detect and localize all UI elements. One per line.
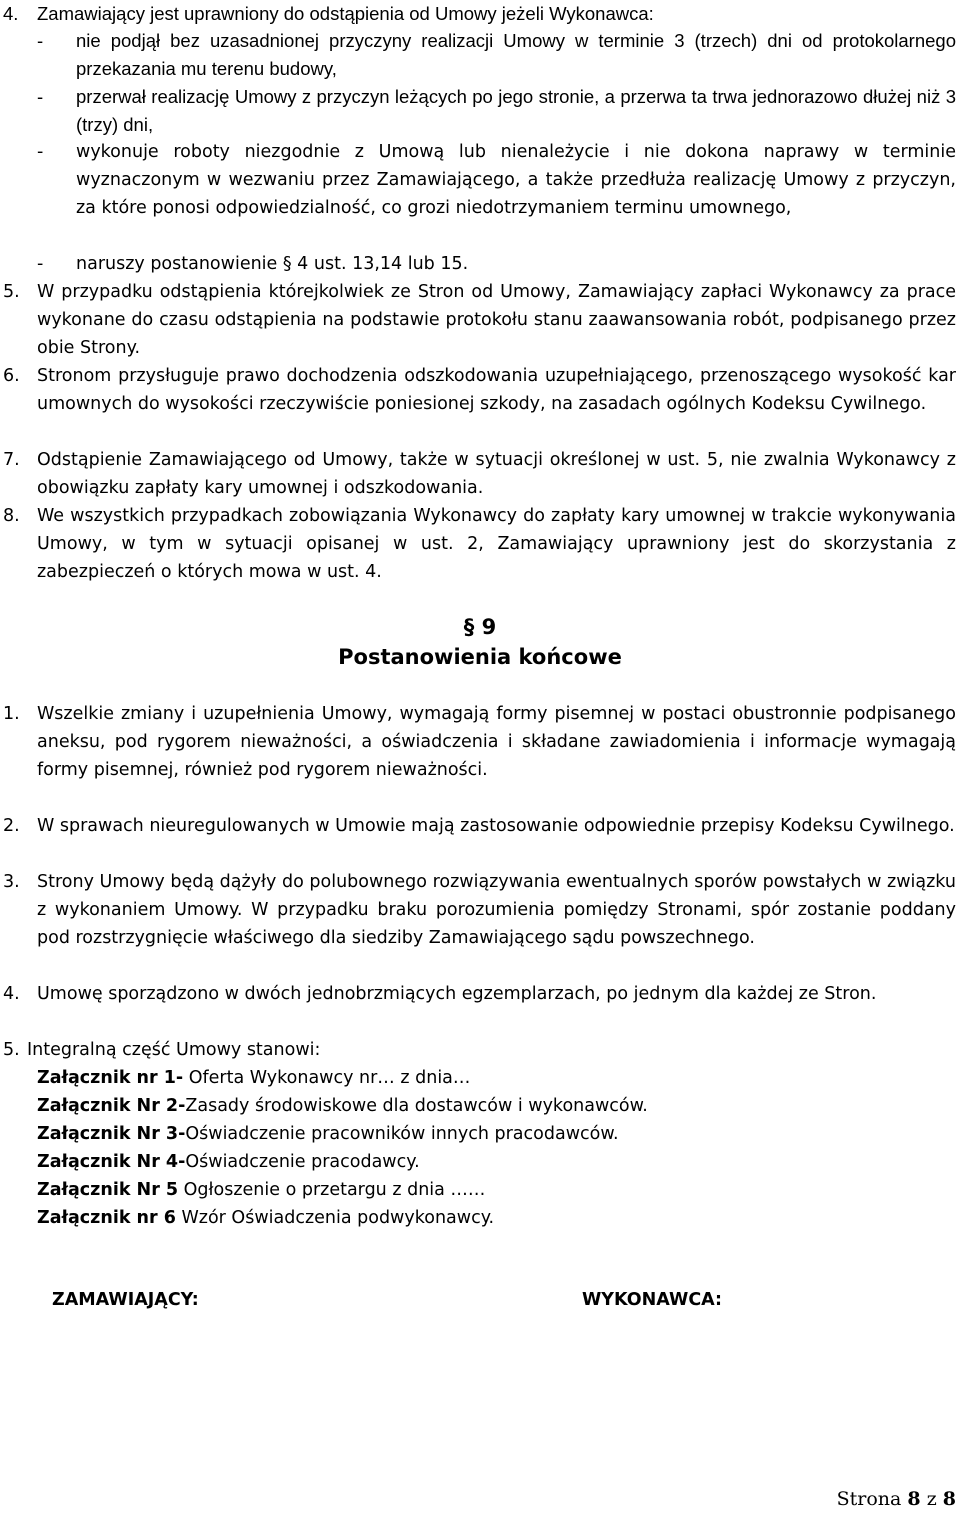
attachment-text: Oferta Wykonawcy nr… z dnia…: [183, 1068, 471, 1088]
list-item: naruszy postanowienie § 4 ust. 13,14 lub 15.: [76, 254, 469, 274]
attachment-label: Załącznik Nr 3-: [37, 1124, 186, 1144]
paragraph-number: 7.: [3, 450, 20, 470]
attachment-label: Załącznik Nr 4-: [37, 1152, 186, 1172]
list-dash: -: [37, 142, 44, 162]
list-dash: -: [37, 254, 44, 274]
paragraph-number: 6.: [3, 366, 20, 386]
footer-page: 8: [907, 1488, 921, 1510]
attachment-item: [37, 1092, 648, 1120]
paragraph-number: 1.: [3, 704, 20, 724]
attachment-item: [37, 1064, 470, 1092]
attachment-label: Załącznik nr 1-: [37, 1068, 184, 1088]
section-title: Postanowienia końcowe: [338, 645, 622, 669]
signature-label-left: ZAMAWIAJĄCY:: [52, 1290, 199, 1310]
attachment-text: Wzór Oświadczenia podwykonawcy.: [175, 1208, 495, 1228]
attachment-label: Załącznik nr 6: [37, 1208, 176, 1228]
paragraph-text: Umowę sporządzono w dwóch jednobrzmiących egzemplarzach, po jednym dla każdej ze Stron.: [37, 984, 877, 1004]
section-number: § 9: [463, 615, 497, 639]
attachment-text: Oświadczenie pracowników innych pracodawców.: [185, 1124, 619, 1144]
paragraph-text: Wszelkie zmiany i uzupełnienia Umowy, wymagają formy pisemnej w postaci obustronnie podpisanego aneksu, pod rygorem nieważności, a oświadczenia i składane zawiadomienia i informacje wymagają formy pisemnej, również pod rygorem nieważności.: [37, 704, 956, 780]
paragraph-text: Integralną część Umowy stanowi:: [27, 1040, 321, 1060]
paragraph-text: W sprawach nieuregulowanych w Umowie mają zastosowanie odpowiednie przepisy Kodeksu Cywilnego.: [37, 816, 955, 836]
paragraph-number: 5.: [3, 282, 20, 302]
attachment-text: Oświadczenie pracodawcy.: [185, 1152, 420, 1172]
paragraph-intro: Zamawiający jest uprawniony do odstąpienia od Umowy jeżeli Wykonawca:: [37, 3, 654, 24]
list-item: przerwał realizację Umowy z przyczyn leżących po jego stronie, a przerwa ta trwa jednorazowo dłużej niż 3 (trzy) dni,: [76, 86, 956, 135]
paragraph-number: 2.: [3, 816, 20, 836]
attachment-item: [37, 1148, 420, 1176]
attachment-text: Ogłoszenie o przetargu z dnia ……: [178, 1180, 486, 1200]
paragraph-text: Stronom przysługuje prawo dochodzenia odszkodowania uzupełniającego, przenoszącego wysokość kar umownych do wysokości rzeczywiście poniesionej szkody, na zasadach ogólnych Kodeksu Cywilnego.: [37, 366, 956, 414]
attachment-item: [37, 1176, 485, 1204]
attachment-label: Załącznik Nr 5: [37, 1180, 179, 1200]
list-item: wykonuje roboty niezgodnie z Umową lub nienależycie i nie dokona naprawy w terminie wyznaczonym w wezwaniu przez Zamawiającego, a także przedłuża realizację Umowy z przyczyn, za które ponosi odpowiedzialność, co grozi niedotrzymaniem terminu umownego,: [76, 142, 956, 218]
paragraph-number: 3.: [3, 872, 20, 892]
paragraph-number: 5.: [3, 1040, 20, 1060]
attachment-item: [37, 1120, 619, 1148]
list-dash: -: [37, 86, 44, 107]
attachment-text: Zasady środowiskowe dla dostawców i wykonawców.: [185, 1096, 648, 1116]
paragraph-text: W przypadku odstąpienia którejkolwiek ze Stron od Umowy, Zamawiający zapłaci Wykonawcy za prace wykonane do czasu odstąpienia na podstawie protokołu stanu zaawansowania robót, podpisanego przez obie Strony.: [37, 282, 956, 358]
attachment-item: [37, 1204, 494, 1232]
footer-word: Strona: [836, 1488, 902, 1510]
paragraph-number: 8.: [3, 506, 20, 526]
paragraph-text: We wszystkich przypadkach zobowiązania Wykonawcy do zapłaty kary umownej w trakcie wykonywania Umowy, w tym w sytuacji opisanej w ust. 2, Zamawiający uprawniony jest do skorzystania z zabezpieczeń o których mowa w ust. 4.: [37, 506, 956, 582]
list-dash: -: [37, 30, 44, 51]
page-footer: [837, 1488, 956, 1510]
attachment-label: Załącznik Nr 2-: [37, 1096, 186, 1116]
footer-of: z: [926, 1488, 937, 1510]
paragraph-text: Odstąpienie Zamawiającego od Umowy, także w sytuacji określonej w ust. 5, nie zwalnia Wykonawcy z obowiązku zapłaty kary umownej i odszkodowania.: [37, 450, 956, 498]
signature-label-right: WYKONAWCA:: [582, 1290, 723, 1310]
paragraph-number: 4.: [3, 3, 19, 24]
list-item: nie podjął bez uzasadnionej przyczyny realizacji Umowy w terminie 3 (trzech) dni od protokolarnego przekazania mu terenu budowy,: [76, 30, 956, 79]
paragraph-number: 4.: [3, 984, 20, 1004]
paragraph-text: Strony Umowy będą dążyły do polubownego rozwiązywania ewentualnych sporów powstałych w związku z wykonaniem Umowy. W przypadku braku porozumienia pomiędzy Stronami, spór zostanie poddany pod rozstrzygnięcie właściwego dla siedziby Zamawiającego sądu powszechnego.: [37, 872, 956, 948]
footer-total: 8: [942, 1488, 956, 1510]
